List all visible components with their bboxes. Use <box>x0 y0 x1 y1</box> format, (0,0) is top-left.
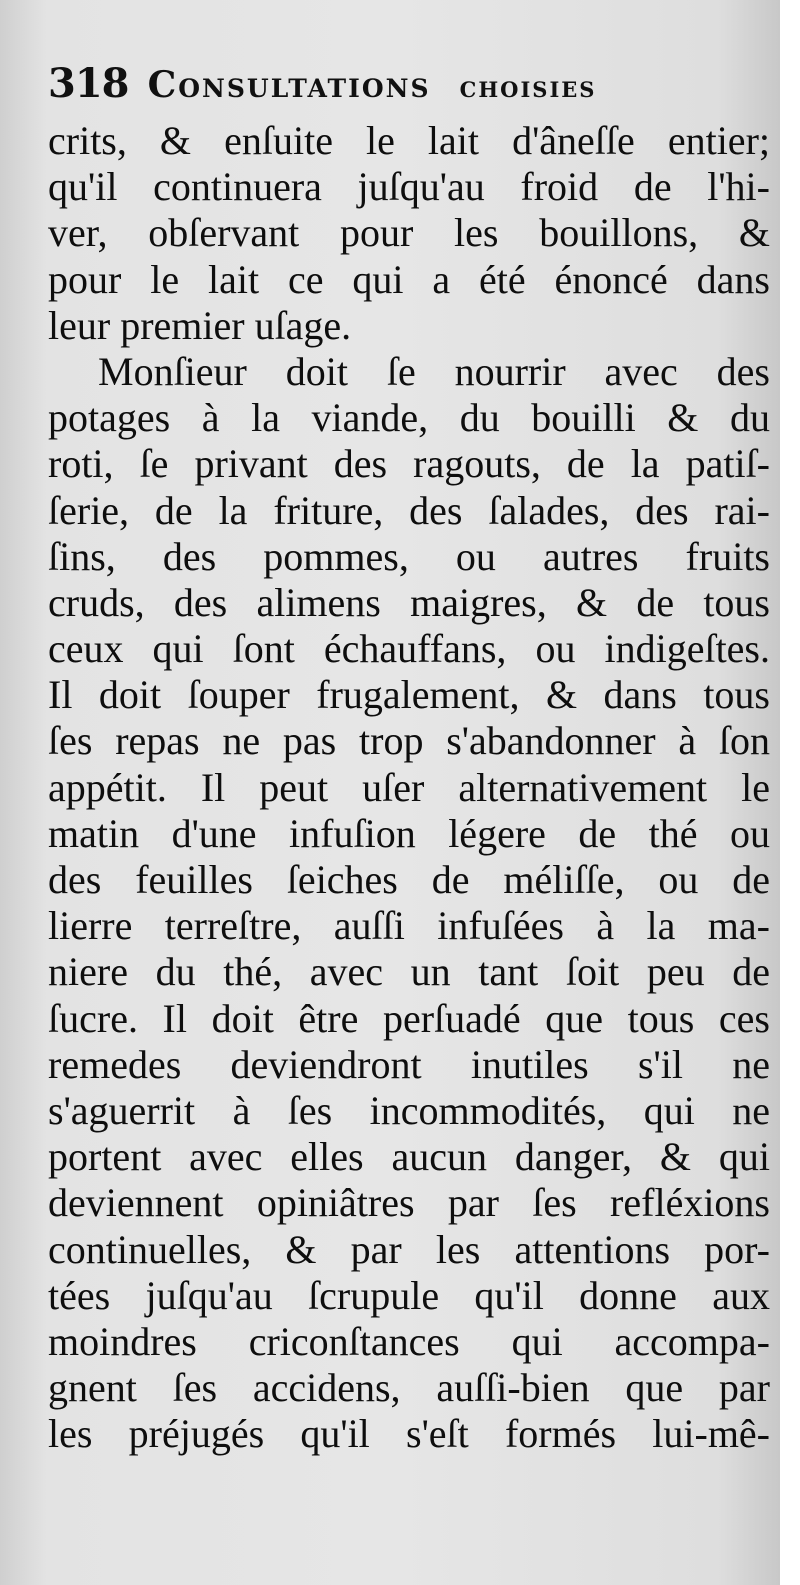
text-line: s'aguerrit à ſes incommodités, qui ne <box>48 1087 770 1133</box>
text-line: Il doit ſouper frugalement, & dans tous <box>48 672 770 718</box>
text-line: continuelles, & par les attentions por- <box>48 1226 770 1272</box>
text-line: ſins, des pommes, ou autres fruits <box>48 533 770 579</box>
text-line: moindres criconſtances qui accompa- <box>48 1318 770 1364</box>
text-line: niere du thé, avec un tant ſoit peu de <box>48 949 770 995</box>
text-line: crits, & enſuite le lait d'âneſſe entier; <box>48 118 770 163</box>
running-title-continuation: choisies <box>459 70 597 105</box>
text-line: matin d'une infuſion légere de thé ou <box>48 810 770 856</box>
text-line: portent avec elles aucun danger, & qui <box>48 1134 770 1180</box>
page-number: 318 <box>48 60 129 107</box>
text-line: leur premier uſage. <box>48 302 352 348</box>
body-text <box>48 118 770 1457</box>
text-line: roti, ſe privant des ragouts, de la patiſ- <box>48 441 770 487</box>
text-line: pour le lait ce qui a été énoncé dans <box>48 256 770 302</box>
text-line: ſucre. Il doit être perſuadé que tous ces <box>48 995 770 1041</box>
paragraph-start-line: Monſieur doit ſe nourrir avec des <box>98 348 770 394</box>
text-line: remedes deviendront inutiles s'il ne <box>48 1041 770 1087</box>
text-line: deviennent opiniâtres par ſes refléxions <box>48 1180 770 1226</box>
text-line: gnent ſes accidens, auſſi-bien que par <box>48 1365 770 1411</box>
text-line: ſes repas ne pas trop s'abandonner à ſon <box>48 718 770 764</box>
text-line: lierre terreſtre, auſſi infuſées à la ma- <box>48 903 770 949</box>
text-line: tées juſqu'au ſcrupule qu'il donne aux <box>48 1272 770 1318</box>
text-line: cruds, des alimens maigres, & de tous <box>48 579 770 625</box>
text-line: ſerie, de la friture, des ſalades, des rai- <box>48 487 770 533</box>
page-margin-edge <box>780 0 800 1585</box>
running-title: Consultations <box>147 64 431 106</box>
text-line: appétit. Il peut uſer alternativement le <box>48 764 770 810</box>
text-line: qu'il continuera juſqu'au froid de l'hi- <box>48 164 770 210</box>
text-line: potages à la viande, du bouilli & du <box>48 395 770 441</box>
text-line: ver, obſervant pour les bouillons, & <box>48 210 770 256</box>
text-line: des feuilles ſeiches de méliſſe, ou de <box>48 857 770 902</box>
text-line: ceux qui ſont échauffans, ou indigeſtes. <box>48 626 770 672</box>
text-line: les préjugés qu'il s'eſt formés lui-mê- <box>48 1411 770 1457</box>
page-header <box>48 60 748 107</box>
